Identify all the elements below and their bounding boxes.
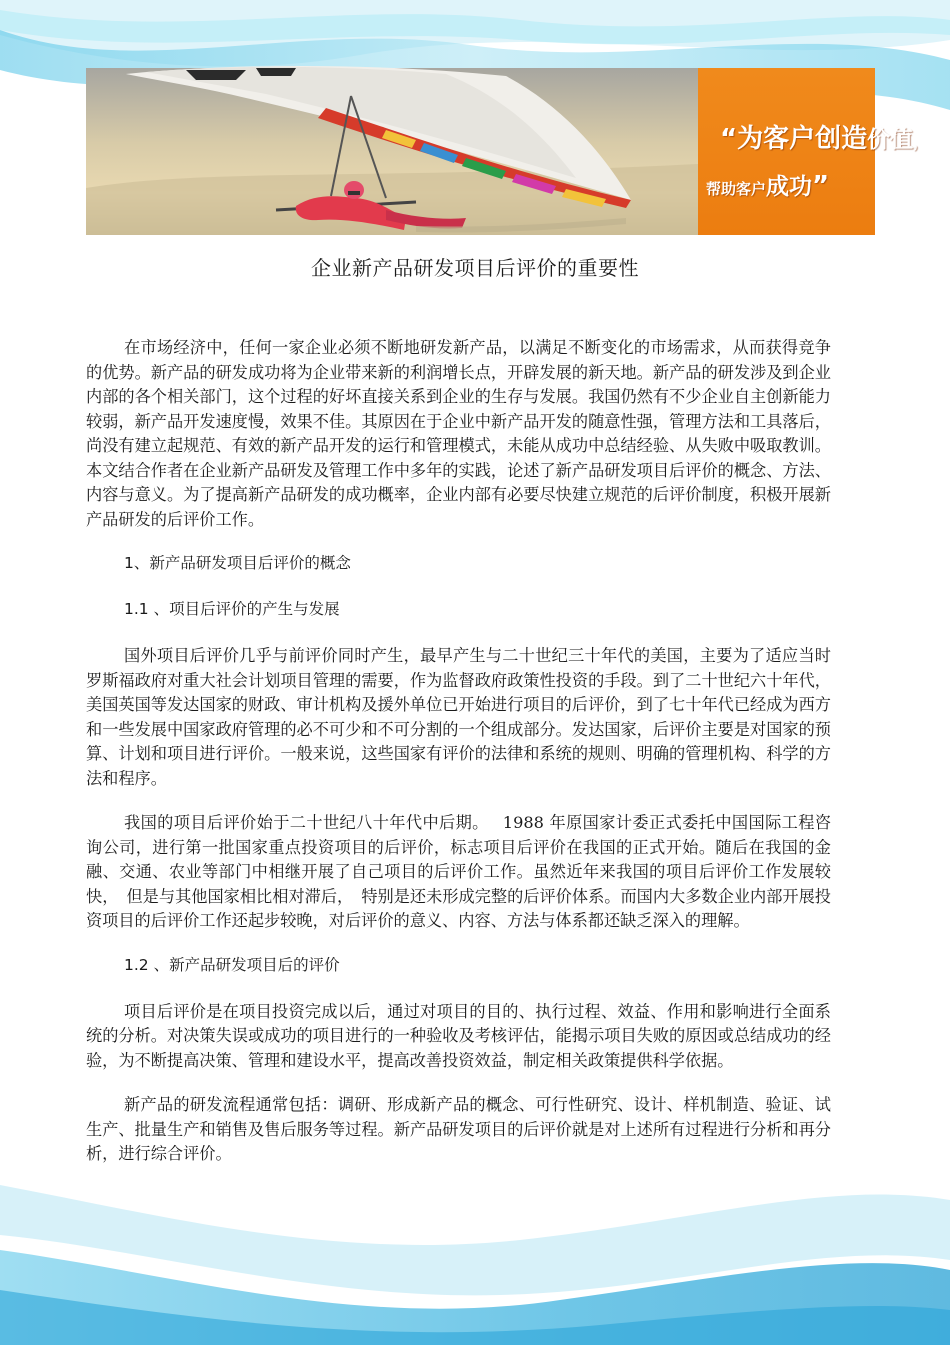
slogan-line-2 [706,168,829,201]
article-body [86,336,831,1187]
slogan-line-2-prefix: 帮助客户 [706,180,767,198]
slogan-line-1-emphasis: 价值 [867,127,914,153]
slogan-line-2-suffix: ” [812,171,830,201]
intro-paragraph: 在市场经济中，任何一家企业必须不断地研发新产品，以满足不断变化的市场需求，从而获得竞争的优势。新产品的研发成功将为企业带来新的利润增长点，开辟发展的新天地。新产品的研发涉及到企业内部的各个相关部门，这个过程的好坏直接关系到企业的生存与发展。我国仍然有不少企业自主创新能力较弱，新产品开发速度慢，效果不佳。其原因在于企业中新产品开发的随意性强，管理方法和工具落后，尚没有建立起规范、有效的新产品开发的运行和管理模式，未能从成功中总结经验、从失败中吸取教训。本文结合作者在企业新产品研发及管理工作中多年的实践，论述了新产品研发项目后评价的概念、方法、内容与意义。为了提高新产品研发的成功概率，企业内部有必要尽快建立规范的后评价制度，积极开展新产品研发的后评价工作。 [86,338,831,529]
article-title: 企业新产品研发项目后评价的重要性 [311,256,639,280]
section-1-2-paragraph-1: 项目后评价是在项目投资完成以后，通过对项目的目的、执行过程、效益、作用和影响进行全面系统的分析。对决策失误或成功的项目进行的一种验收及考核评估，能揭示项目失败的原因或总结成功的经验，为不断提高决策、管理和建设水平，提高改善投资效益，制定相关政策提供科学依据。 [86,1001,831,1070]
section-1-1-heading: 1.1 、项目后评价的产生与发展 [124,600,340,618]
slogan-line-1-suffix: ， [913,133,929,151]
section-1-2-heading: 1.2 、新产品研发项目后的评价 [124,955,340,974]
section-1-1-paragraph-2: 我国的项目后评价始于二十世纪八十年代中后期。 1988 年原国家计委正式委托中国国际工程咨询公司，进行第一批国家重点投资项目的后评价，标志项目后评价在我国的正式开始。随后在我国的金融、交通、农业等部门中相继开展了自己项目的后评价工作。虽然近年来我国的项目后评价工作发展较快， 但是与其他国家相比相对滞后， 特别是还未形成完整的后评价体系。而国内大多数企业内部开展投资项目的后评价工作还起步较晚，对后评价的意义、内容、方法与体系都还缺乏深入的理解。 [86,813,831,930]
section-1-1-paragraph-1: 国外项目后评价几乎与前评价同时产生，最早产生与二十世纪三十年代的美国，主要为了适应当时罗斯福政府对重大社会计划项目管理的需要，作为监督政府政策性投资的手段。到了二十世纪六十年代，美国英国等发达国家的财政、审计机构及援外单位已开始进行项目的后评价，到了七十年代已经成为西方和一些发展中国家政府管理的必不可少和不可分割的一个组成部分。发达国家，后评价主要是对国家的预算、计划和项目进行评价。一般来说，这些国家有评价的法律和系统的规则、明确的管理机构、科学的方法和程序。 [86,646,831,788]
section-1-2-paragraph-2: 新产品的研发流程通常包括：调研、形成新产品的概念、可行性研究、设计、样机制造、验证、试生产、批量生产和销售及售后服务等过程。新产品研发项目的后评价就是对上述所有过程进行分析和再分析，进行综合评价。 [86,1095,831,1163]
header-banner [86,68,929,235]
section-1-heading: 1、新产品研发项目后评价的概念 [124,554,351,572]
slogan-line-1-prefix: “为客户创造 [720,124,868,154]
slogan-line-1 [720,118,928,155]
slogan-panel [698,68,929,235]
hang-glider-photo [86,68,698,235]
slogan-line-2-emphasis: 成功 [766,174,813,200]
